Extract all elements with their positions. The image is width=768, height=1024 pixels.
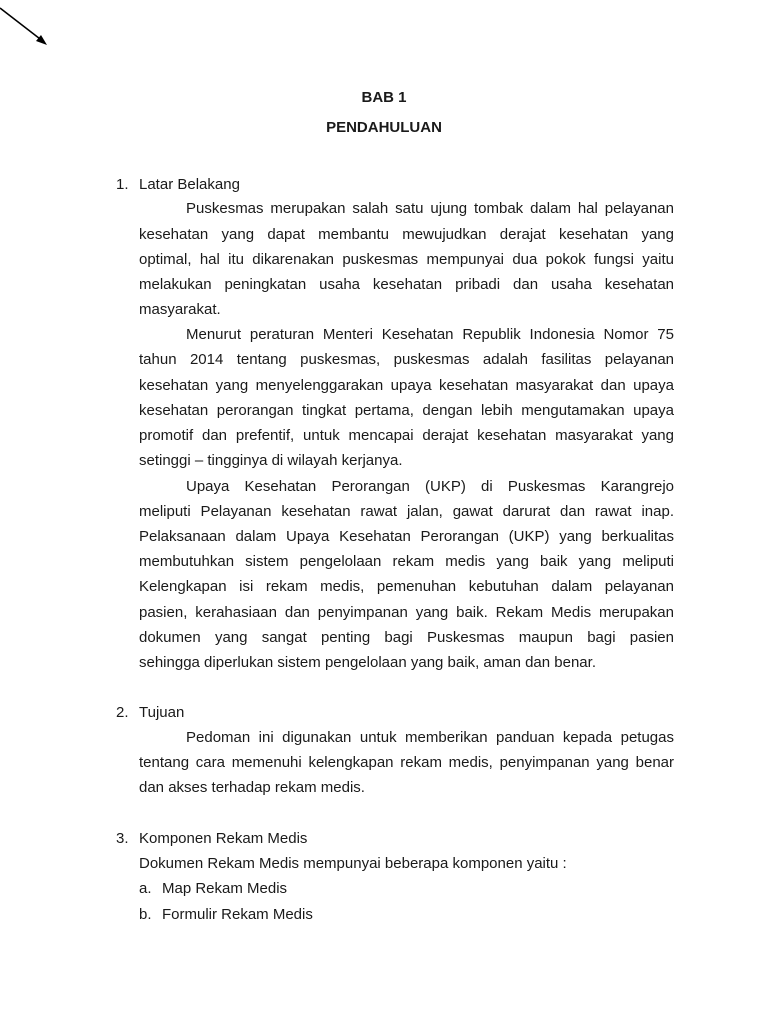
section-heading: Latar Belakang — [139, 176, 240, 193]
paragraph-line: Upaya Kesehatan Perorangan (UKP) di Puskesmas Karangrejo — [186, 478, 674, 495]
paragraph-line: setinggi – tingginya di wilayah kerjanya. — [139, 452, 403, 469]
paragraph-line: melakukan peningkatan usaha kesehatan pribadi dan usaha kesehatan — [139, 276, 674, 293]
chapter-subtitle: PENDAHULUAN — [326, 119, 442, 136]
list-item-label: a. — [139, 880, 152, 897]
section-intro: Dokumen Rekam Medis mempunyai beberapa komponen yaitu : — [139, 855, 567, 872]
paragraph-line: masyarakat. — [139, 301, 221, 318]
arrow-icon — [0, 0, 60, 60]
list-item: Map Rekam Medis — [162, 880, 288, 897]
paragraph-line: Pedoman ini digunakan untuk memberikan panduan kepada petugas — [186, 729, 674, 746]
paragraph-line: tentang cara memenuhi kelengkapan rekam medis, penyimpanan yang benar — [139, 754, 674, 771]
paragraph-line: kesehatan yang dapat membantu mewujudkan derajat kesehatan yang — [139, 226, 674, 243]
paragraph-line: Menurut peraturan Menteri Kesehatan Republik Indonesia Nomor 75 — [186, 326, 674, 343]
paragraph-line: sehingga diperlukan sistem pengelolaan yang baik, aman dan benar. — [139, 654, 596, 671]
section-heading: Tujuan — [139, 704, 185, 721]
paragraph-line: Puskesmas merupakan salah satu ujung tombak dalam hal pelayanan — [186, 200, 674, 217]
paragraph-line: optimal, hal itu dikarenakan puskesmas mempunyai dua pokok fungsi yaitu — [139, 251, 674, 268]
list-item-label: b. — [139, 906, 152, 923]
list-item: Formulir Rekam Medis — [162, 906, 313, 923]
paragraph-line: Pelaksanaan dalam Upaya Kesehatan Perorangan (UKP) yang berkualitas — [139, 528, 674, 545]
paragraph-line: meliputi Pelayanan kesehatan rawat jalan, gawat darurat dan rawat inap. — [139, 503, 674, 520]
section-number: 3. — [116, 830, 129, 847]
section-heading: Komponen Rekam Medis — [139, 830, 308, 847]
paragraph-line: kesehatan perorangan tingkat pertama, dengan lebih mengutamakan upaya — [139, 402, 674, 419]
chapter-title: BAB 1 — [361, 89, 407, 106]
paragraph-line: promotif dan prefentif, untuk mencapai derajat kesehatan masyarakat yang — [139, 427, 674, 444]
paragraph-line: tahun 2014 tentang puskesmas, puskesmas adalah fasilitas pelayanan — [139, 351, 674, 368]
paragraph-line: dan akses terhadap rekam medis. — [139, 779, 365, 796]
paragraph-line: pasien, kerahasiaan dan penyimpanan yang baik. Rekam Medis merupakan — [139, 604, 674, 621]
paragraph-line: membutuhkan sistem pengelolaan rekam medis yang baik yang meliputi — [139, 553, 674, 570]
paragraph-line: Kelengkapan isi rekam medis, pemenuhan kebutuhan dalam pelayanan — [139, 578, 674, 595]
paragraph-line: kesehatan yang menyelenggarakan upaya kesehatan masyarakat dan upaya — [139, 377, 674, 394]
section-number: 1. — [116, 176, 129, 193]
section-number: 2. — [116, 704, 129, 721]
paragraph-line: dokumen yang sangat penting bagi Puskesmas maupun bagi pasien — [139, 629, 674, 646]
